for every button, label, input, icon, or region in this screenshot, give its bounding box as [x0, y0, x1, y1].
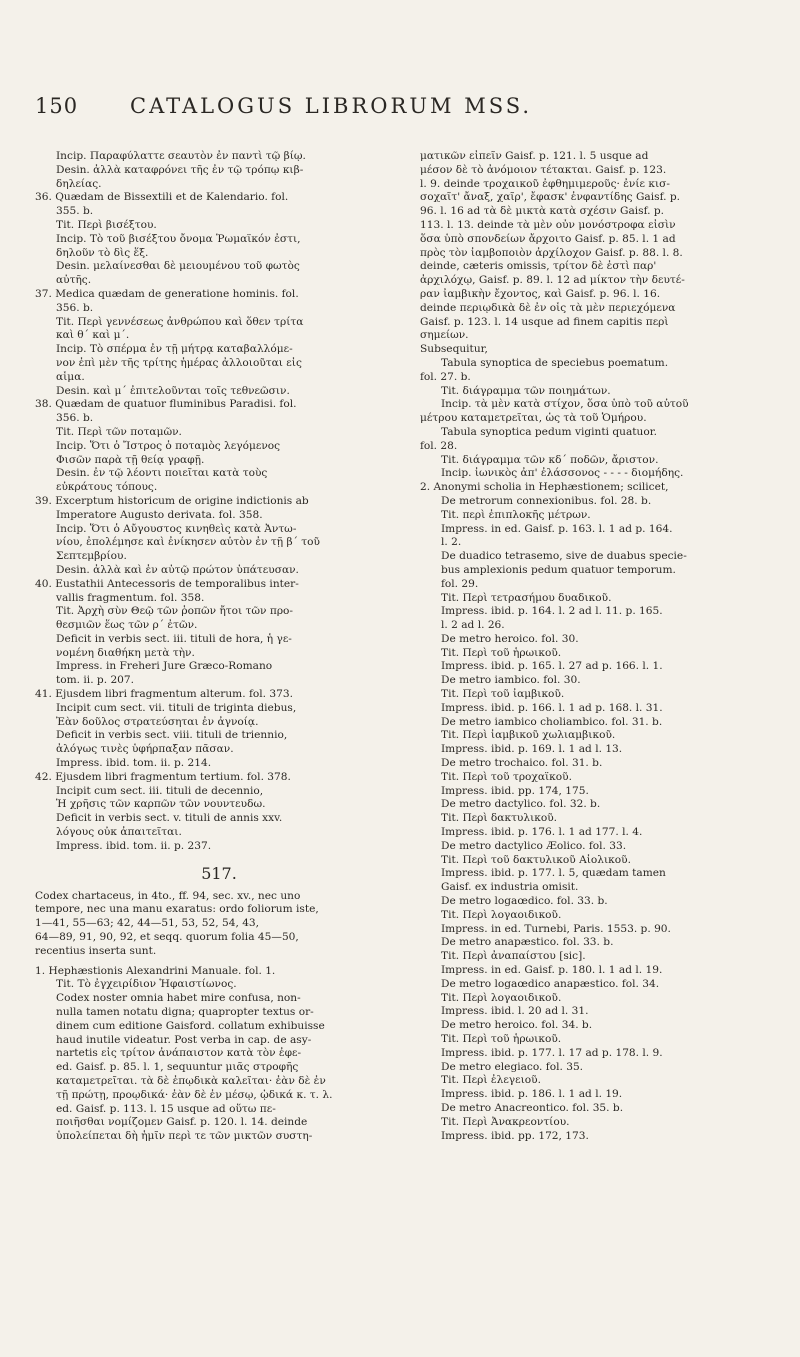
text-line: l. 2 ad l. 26. [441, 619, 505, 632]
text-line: Tit. Ἀρχὴ σὺν Θεῷ τῶν ῥοπῶν ἤτοι τῶν προ- [56, 605, 293, 618]
text-line: 64—89, 91, 90, 92, et seqq. quorum folia 45—50, [35, 931, 299, 944]
text-line: Incip. Ὅτι ὁ Αὔγουστος κινηθεὶς κατὰ Ἀντω- [56, 522, 297, 535]
text-line: πρὸς τὸν ἰαμβοποιὸν ἀρχίλοχον Gaisf. p. 88. l. 8. [420, 246, 683, 259]
text-line: Incip. τὰ μὲν κατὰ στίχον, ὅσα ὑπὸ τοῦ αὐτοῦ [441, 398, 689, 411]
text-line: Impress. ibid. tom. ii. p. 237. [56, 839, 212, 852]
text-line: Impress. in ed. Turnebi, Paris. 1553. p. 90. [441, 922, 671, 935]
text-line: νομένη διαθήκη μετὰ τὴν. [56, 646, 195, 659]
text-line: Impress. ibid. p. 165. l. 27 ad p. 166. l. 1. [441, 660, 663, 673]
text-line: Gaisf. ex industria omisit. [441, 881, 579, 894]
text-line: θεσμιῶν ἕως τῶν ρ´ ἐτῶν. [56, 619, 198, 632]
text-line: Incipit cum sect. iii. tituli de decennio, [56, 784, 264, 797]
text-line: Impress. in ed. Gaisf. p. 180. l. 1 ad l. 19. [441, 964, 663, 977]
text-line: Tit. Περὶ ἰαμβικοῦ χωλιαμβικοῦ. [441, 729, 616, 742]
text-line: Tit. Περὶ δακτυλικοῦ. [441, 812, 558, 825]
text-line: Tit. Περὶ τοῦ ἰαμβικοῦ. [441, 688, 565, 701]
text-line: Desin. καὶ μ´ ἐπιτελοῦνται τοῖς τεθνεῶσιν. [56, 384, 290, 397]
text-line: Impress. ibid. p. 177. l. 17 ad p. 178. l. 9. [441, 1046, 663, 1059]
text-line: De metro Anacreontico. fol. 35. b. [441, 1101, 624, 1114]
text-line: Tit. Περὶ τῶν ποταμῶν. [56, 425, 182, 438]
text-line: l. 9. deinde τροχαικοῦ ἐφθημιμεροῦς· ἐνίε κισ- [420, 177, 670, 190]
text-line: nulla tamen notatu digna; quapropter textus or- [56, 1006, 314, 1019]
text-line: 1. Hephæstionis Alexandrini Manuale. fol. 1. [35, 964, 276, 977]
text-line: νίου, ἐπολέμησε καὶ ἐνίκησεν αὐτὸν ἐν τῇ β´ τοῦ [56, 536, 320, 549]
text-line: Impress. ibid. p. 186. l. 1 ad l. 19. [441, 1088, 623, 1101]
text-line: σημείων. [420, 329, 469, 342]
text-line: De metro iambico choliambico. fol. 31. b. [441, 715, 663, 728]
text-line: Desin. ἀλλὰ καταφρόνει τῆς ἐν τῷ τρόπῳ κιβ- [56, 163, 304, 176]
text-line: μέσον δὲ τὸ ἀνόμοιον τέτακται. Gaisf. p. 123. [420, 163, 667, 176]
text-line: Tit. Περὶ τετρασήμου δυαδικοῦ. [441, 591, 612, 604]
text-line: Incip. Ὅτι ὁ Ἴστρος ὁ ποταμὸς λεγόμενος [56, 439, 281, 452]
text-line: vallis fragmentum. fol. 358. [56, 591, 205, 604]
text-line: ραν ἰαμβικὴν ἔχοντος, καὶ Gaisf. p. 96. l. 16. [420, 287, 661, 300]
text-line: De metro heroico. fol. 30. [441, 632, 579, 645]
text-line: Desin. ἐν τῷ λέοντι ποιεῖται κατὰ τοὺς [56, 467, 268, 480]
text-line: 96. l. 16 ad τὰ δὲ μικτὰ κατὰ σχέσιν Gaisf. p. [420, 205, 665, 218]
text-line: Gaisf. p. 123. l. 14 usque ad finem capitis περὶ [420, 315, 669, 328]
text-line: Tit. Περὶ λογαοιδικοῦ. [441, 991, 562, 1004]
text-line: De metrorum connexionibus. fol. 28. b. [441, 494, 652, 507]
text-line: εὐκράτους τόπους. [56, 481, 158, 494]
text-line: καταμετρεῖται. τὰ δὲ ἐπῳδικὰ καλεῖται· ἐὰν δὲ ἐν [56, 1075, 326, 1087]
text-line: Ἡ χρῆσις τῶν καρπῶν τῶν νουντευδω. [56, 798, 266, 811]
text-line: Imperatore Augusto derivata. fol. 358. [56, 508, 263, 521]
text-line: αὐτῆς. [56, 274, 92, 287]
running-title: CATALOGUS LIBRORUM MSS. [130, 94, 533, 118]
text-line: Impress. ibid. p. 176. l. 1 ad 177. l. 4. [441, 826, 643, 839]
text-line: Tabula synoptica pedum viginti quatuor. [441, 425, 657, 438]
text-line: l. 2. [441, 536, 462, 549]
text-line: Tabula synoptica de speciebus poematum. [441, 356, 669, 369]
text-line: 36. Quædam de Bissextili et de Kalendario. fol. [35, 191, 289, 204]
text-line: nartetis εἰς τρίτον ἀνάπαιστον κατὰ τὸν ἐφε- [56, 1047, 302, 1060]
text-line: fol. 29. [441, 577, 479, 590]
text-line: Ἐὰν δοῦλος στρατεύσηται ἐν ἀγνοίᾳ. [56, 715, 259, 728]
text-line: δηλοῦν τὸ δὶς ἕξ. [56, 246, 149, 259]
text-line: 37. Medica quædam de generatione hominis. fol. [35, 287, 299, 300]
text-line: De metro dactylico Æolico. fol. 33. [441, 839, 627, 852]
text-line: ἀρχιλόχῳ, Gaisf. p. 89. l. 12 ad μίκτον τὴν δευτέ- [420, 274, 685, 287]
text-line: ὅσα ὑπὸ σπονδείων ἄρχοιτο Gaisf. p. 85. l. 1 ad [420, 232, 676, 245]
page-header [0, 94, 800, 124]
text-line: deinde περιῳδικὰ δὲ ἐν οἷς τὰ μὲν περιεχόμενα [420, 301, 676, 314]
text-line: ed. Gaisf. p. 85. l. 1, sequuntur μιᾶς στροφῆς [56, 1061, 299, 1074]
text-line: De metro logaœdico. fol. 33. b. [441, 895, 608, 908]
text-line: 1—41, 55—63; 42, 44—51, 53, 52, 54, 43, [35, 917, 260, 930]
text-line: Tit. Περὶ ἐλεγειοῦ. [441, 1074, 541, 1087]
text-line: bus amplexionis pedum quatuor temporum. [441, 563, 676, 576]
text-line: Impress. ibid. l. 20 ad l. 31. [441, 1005, 589, 1018]
text-line: De metro elegiaco. fol. 35. [441, 1060, 584, 1073]
text-line: ματικῶν εἰπεῖν Gaisf. p. 121. l. 5 usque ad [420, 150, 649, 162]
text-line: μέτρου καταμετρεῖται, ὡς τὰ τοῦ Ὁμήρου. [420, 412, 647, 425]
text-line: Tit. Τὸ ἐγχειρίδιον Ἡφαιστίωνος. [56, 978, 237, 991]
right-column [420, 150, 780, 1143]
text-line: Incip. ἰωνικὸς ἀπ' ἐλάσσονος - - - - διομήδης. [441, 467, 684, 480]
text-line: Deficit in verbis sect. v. tituli de annis xxv. [56, 812, 283, 825]
text-line: haud inutile videatur. Post verba in cap. de asy- [56, 1033, 312, 1046]
text-line: Tit. Περὶ τοῦ ἡρωικοῦ. [441, 1033, 562, 1045]
text-line: De metro heroico. fol. 34. b. [441, 1019, 593, 1032]
text-line: ἀλόγως τινὲς ὑφήρπαξαν πᾶσαν. [56, 743, 234, 756]
text-line: Desin. μελαίνεσθαι δὲ μειουμένου τοῦ φωτὸς [56, 260, 300, 273]
text-line: Codex noster omnia habet mire confusa, non- [56, 992, 301, 1005]
text-line: καὶ θ´ καὶ μ´. [56, 329, 130, 342]
text-line: fol. 28. [420, 439, 458, 452]
text-line: σοχαῖτ' ἄναξ, χαῖρ', ἔφασκ' ἐνφαντίδης Gaisf. p. [420, 191, 680, 204]
text-line: Tit. Περὶ τοῦ δακτυλικοῦ Αἰολικοῦ. [441, 853, 631, 866]
text-line: Tit. Περὶ τοῦ ἡρωικοῦ. [441, 646, 562, 659]
text-line: Tit. Περὶ Ἀνακρεοντίου. [441, 1115, 570, 1128]
text-line: Impress. in ed. Gaisf. p. 163. l. 1 ad p. 164. [441, 522, 673, 535]
text-line: Σεπτεμβρίου. [56, 550, 127, 563]
text-line: Codex chartaceus, in 4to., ff. 94, sec. xv., nec uno [35, 889, 301, 902]
text-line: 113. l. 13. deinde τὰ μὲν οὖν μονόστροφα εἰσὶν [420, 218, 676, 231]
text-line: Impress. ibid. pp. 172, 173. [441, 1129, 589, 1142]
text-line: Φισῶν παρὰ τῇ θείᾳ γραφῇ. [56, 453, 205, 466]
text-line: 356. b. [56, 412, 94, 425]
text-line: De duadico tetrasemo, sive de duabus specie- [441, 550, 687, 563]
text-line: De metro anapæstico. fol. 33. b. [441, 936, 614, 949]
text-line: Deficit in verbis sect. viii. tituli de triennio, [56, 729, 288, 742]
text-line: Tit. Περὶ τοῦ τροχαϊκοῦ. [441, 770, 572, 783]
text-line: Impress. ibid. p. 164. l. 2 ad l. 11. p. 165. [441, 605, 663, 618]
text-line: dinem cum editione Gaisford. collatum exhibuisse [56, 1019, 325, 1032]
text-line: Impress. ibid. pp. 174, 175. [441, 784, 589, 797]
text-line: 2. Anonymi scholia in Hephæstionem; scilicet, [420, 481, 669, 494]
text-line: αἷμα. [56, 370, 85, 383]
text-line: 40. Eustathii Antecessoris de temporalibus inter- [35, 577, 299, 590]
text-line: Impress. ibid. p. 169. l. 1 ad l. 13. [441, 743, 623, 756]
text-line: ποιῆσθαι νομίζομεν Gaisf. p. 120. l. 14. deinde [56, 1116, 308, 1129]
text-line: Tit. Περὶ βισέξτου. [56, 218, 157, 231]
text-line: δηλείας. [56, 177, 102, 190]
text-line: Tit. περὶ ἐπιπλοκῆς μέτρων. [441, 508, 591, 521]
text-line: Tit. διάγραμμα τῶν κδ´ ποδῶν, ἄριστον. [441, 453, 659, 466]
text-line: Incip. Παραφύλαττε σεαυτὸν ἐν παντὶ τῷ βίῳ. [56, 150, 306, 162]
text-line: fol. 27. b. [420, 370, 471, 383]
text-line: Impress. ibid. p. 166. l. 1 ad p. 168. l. 31. [441, 701, 663, 714]
text-line: deinde, cæteris omissis, τρίτον δὲ ἐστὶ παρ' [420, 260, 657, 273]
text-line: τῇ πρώτῃ, προῳδικά· ἐὰν δὲ ἐν μέσῳ, ᾠδικά κ. τ. λ. [56, 1088, 333, 1101]
text-line: Deficit in verbis sect. iii. tituli de hora, ἡ γε- [56, 632, 292, 645]
text-line: tom. ii. p. 207. [56, 674, 135, 687]
text-line: ed. Gaisf. p. 113. l. 15 usque ad οὕτω πε- [56, 1102, 276, 1115]
codex-number-heading: 517. [201, 863, 237, 883]
text-line: 356. b. [56, 301, 94, 314]
text-line: νον ἐπὶ μὲν τῆς τρίτης ἡμέρας ἀλλοιοῦται εἰς [56, 356, 302, 369]
text-line: Tit. διάγραμμα τῶν ποιημάτων. [441, 384, 611, 397]
page-number: 150 [35, 94, 79, 118]
text-line: Impress. in Freheri Jure Græco-Romano [56, 660, 273, 673]
text-line: Incipit cum sect. vii. tituli de triginta diebus, [56, 701, 297, 714]
text-line: Subsequitur, [420, 343, 488, 356]
text-line: Tit. Περὶ ἀναπαίστου [sic]. [441, 950, 586, 963]
text-line: Incip. Τὸ τοῦ βισέξτου ὄνομα Ῥωμαϊκόν ἐστι, [56, 232, 301, 245]
text-line: De metro dactylico. fol. 32. b. [441, 798, 601, 811]
text-line: De metro iambico. fol. 30. [441, 674, 581, 687]
text-line: Incip. Τὸ σπέρμα ἐν τῇ μήτρᾳ καταβαλλόμε- [56, 343, 293, 356]
left-column [35, 150, 403, 1144]
text-line: Impress. ibid. p. 177. l. 5, quædam tamen [441, 867, 666, 880]
text-line: λόγους οὐκ ἀπαιτεῖται. [56, 826, 182, 839]
text-line: Tit. Περὶ λογαοιδικοῦ. [441, 908, 562, 921]
text-line: recentius inserta sunt. [35, 944, 157, 957]
text-line: 41. Ejusdem libri fragmentum alterum. fol. 373. [35, 688, 293, 701]
text-line: Impress. ibid. tom. ii. p. 214. [56, 757, 212, 770]
text-line: tempore, nec una manu exaratus: ordo foliorum iste, [35, 903, 319, 916]
text-line: Desin. ἀλλὰ καὶ ἐν αὐτῷ πρώτον ὑπάτευσαν. [56, 563, 299, 576]
text-line: ὑπολείπεται δὴ ἡμῖν περὶ τε τῶν μικτῶν συστη- [56, 1130, 313, 1143]
text-line: 42. Ejusdem libri fragmentum tertium. fol. 378. [35, 770, 291, 783]
text-line: 355. b. [56, 205, 94, 218]
text-line: De metro trochaico. fol. 31. b. [441, 757, 603, 770]
text-line: 38. Quædam de quatuor fluminibus Paradisi. fol. [35, 398, 297, 411]
text-line: 39. Excerptum historicum de origine indictionis ab [35, 494, 309, 507]
text-line: De metro logaœdico anapæstico. fol. 34. [441, 977, 660, 990]
text-line: Tit. Περὶ γεννέσεως ἀνθρώπου καὶ ὅθεν τρίτα [56, 315, 304, 328]
